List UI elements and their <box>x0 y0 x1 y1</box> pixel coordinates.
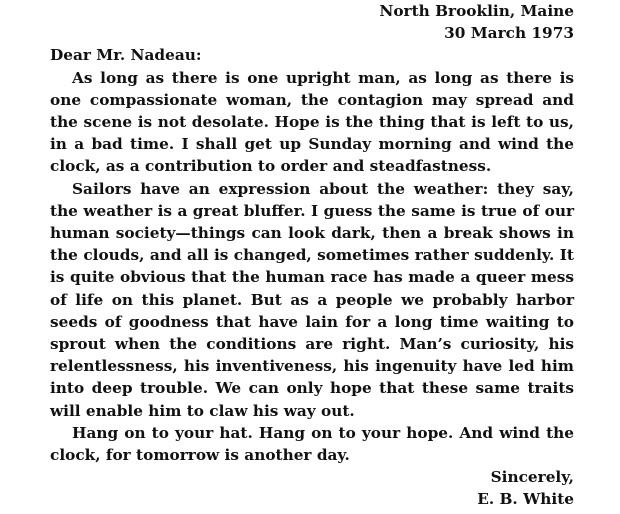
letter-place: North Brooklin, Maine <box>379 2 574 20</box>
letter-paragraph: Sailors have an expression about the weather: they say, the weather is a great bluffer. I guess the same is true of our human society—things can look dark, then a break shows in the clouds, and all is changed, sometimes rather suddenly. It is quite obvious that the human race has made a queer mess of life on this planet. But as a people we probably harbor seeds of goodness that have lain for a long time waiting to sprout when the conditions are right. Man’s curiosity, his relentlessness, his inventiveness, his ingenuity have led him into deep trouble. We can only hope that these same traits will enable him to claw his way out. <box>50 179 574 420</box>
letter-date: 30 March 1973 <box>444 24 574 43</box>
letter-closing: Sincerely, <box>490 468 574 487</box>
letter-signature: E. B. White <box>477 490 574 509</box>
letter <box>50 0 574 511</box>
letter-salutation: Dear Mr. Nadeau: <box>50 46 202 65</box>
letter-paragraph: As long as there is one upright man, as long as there is one compassionate woman, the contagion may spread and the scene is not desolate. Hope is the thing that is left to us, in a bad time. I shall get up Sunday morning and wind the clock, as a contribution to order and steadfastness. <box>50 68 574 176</box>
letter-paragraph: Hang on to your hat. Hang on to your hope. And wind the clock, for tomorrow is another day. <box>50 423 574 465</box>
